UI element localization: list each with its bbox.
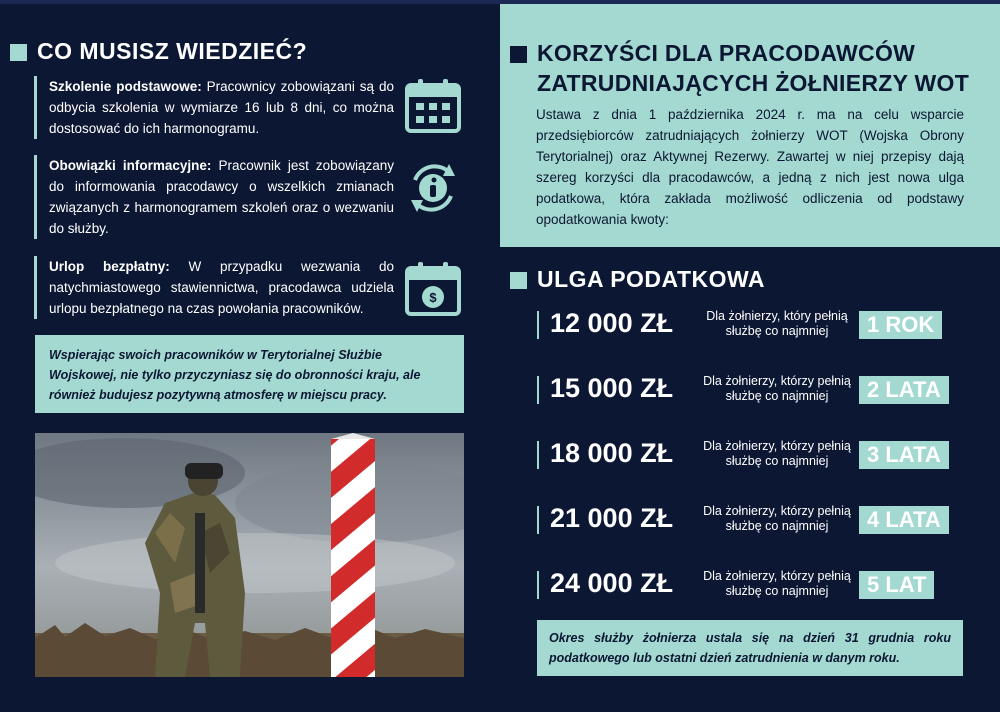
heading-square-icon [510,46,527,63]
info-item-duties: Obowiązki informacyjne: Pracownik jest zobowiązany do informowania pracodawcy o wszelkich zmianach związanych z harmonogramem szkoleń oraz o wezwaniu do służby. [34,155,394,239]
tax-amount: 12 000 ZŁ [550,308,674,338]
tax-relief-heading: ULGA PODATKOWA [510,266,765,293]
row-bar [537,311,539,339]
service-years-badge: 2 LATA [859,376,949,404]
soldier-border-photo [35,433,464,677]
tax-amount: 21 000 ZŁ [550,503,674,533]
tax-description: Dla żołnierzy, który pełnią służbę co najmniej [706,309,848,338]
tax-description: Dla żołnierzy, którzy pełnią służbę co najmniej [703,569,851,598]
tax-description: Dla żołnierzy, którzy pełnią służbę co najmniej [703,504,851,533]
row-bar [537,571,539,599]
info-item-training: Szkolenie podstawowe: Pracownicy zobowiązani są do odbycia szkolenia w wymiarze 16 lub 8 dni, co można dostosować do ich harmonogramu. [34,76,394,139]
row-bar [537,376,539,404]
support-quote-box: Wspierając swoich pracowników w Terytorialnej Służbie Wojskowej, nie tylko przyczyniasz się do obronności kraju, ale również budujesz pozytywną atmosferę w miejscu pracy. [35,335,464,413]
heading-square-icon [10,44,27,61]
service-years-badge: 1 ROK [859,311,942,339]
tax-description: Dla żołnierzy, którzy pełnią służbę co najmniej [703,439,851,468]
benefits-intro: Ustawa z dnia 1 października 2024 r. ma na celu wsparcie przedsiębiorców zatrudniających żołnierzy WOT (Wojska Obrony Terytorialnej) oraz Aktywnej Rezerwy. Zawartej w niej przepisy dają szereg korzyści dla pracodawców, a jedną z nich jest nowa ulga podatkowa, która zakłada możliwość odliczenia od podstawy opodatkowania kwoty: [536,107,964,227]
calendar-money-icon [405,260,461,316]
info-cycle-icon [405,160,461,216]
tax-description: Dla żołnierzy, którzy pełnią służbę co najmniej [703,374,851,403]
service-years-badge: 4 LATA [859,506,949,534]
row-bar [537,506,539,534]
svg-text:$: $ [429,290,437,305]
service-period-note: Okres służby żołnierza ustala się na dzień 31 grudnia roku podatkowego lub ostatni dzień zatrudnienia w danym roku. [537,620,963,676]
tax-amount: 24 000 ZŁ [550,568,674,598]
tax-amount: 15 000 ZŁ [550,373,674,403]
heading-square-icon [510,272,527,289]
left-heading: CO MUSISZ WIEDZIEĆ? [10,38,307,65]
calendar-icon [405,77,461,133]
row-bar [537,441,539,469]
benefits-heading: KORZYŚCI DLA PRACODAWCÓW ZATRUDNIAJĄCYCH ŻOŁNIERZY WOT [510,38,969,98]
info-item-leave: Urlop bezpłatny: W przypadku wezwania do natychmiastowego stawiennictwa, pracodawca udziela urlopu bezpłatnego na czas powołania pracowników. [34,256,394,319]
service-years-badge: 3 LATA [859,441,949,469]
tax-amount: 18 000 ZŁ [550,438,674,468]
service-years-badge: 5 LAT [859,571,934,599]
